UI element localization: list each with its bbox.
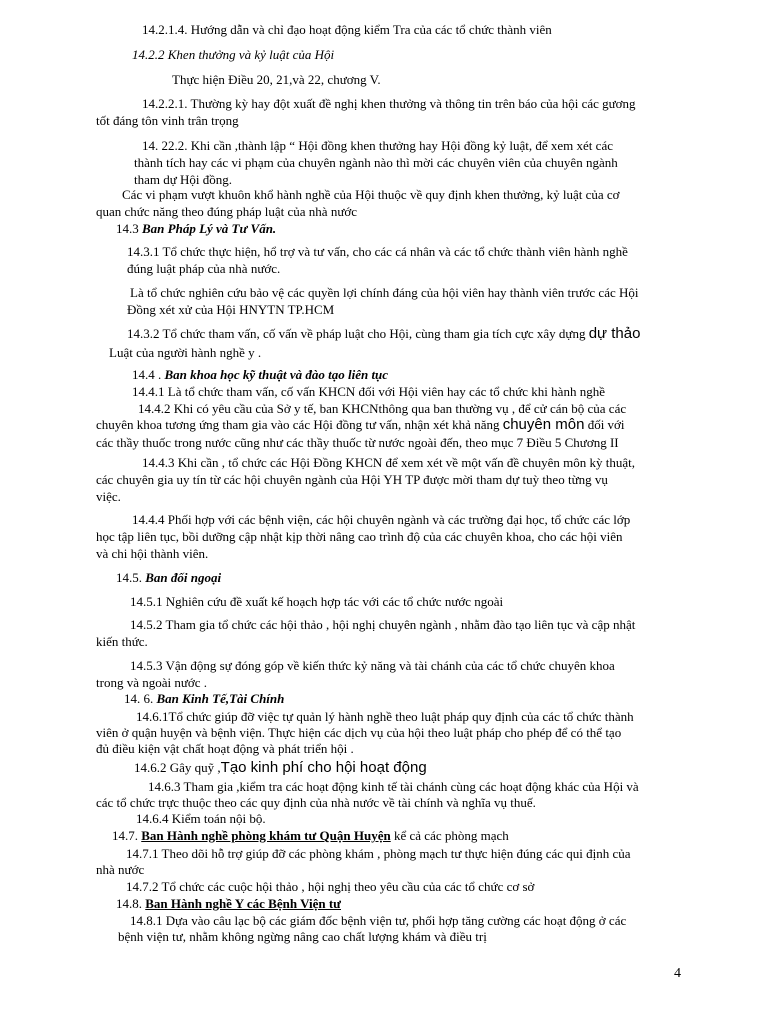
text-line: 14. 22.2. Khi cần ,thành lập “ Hội đồng khen thưởng hay Hội đồng kỷ luật, để xem xét các (142, 138, 613, 153)
section-number: 14.3 (116, 221, 142, 236)
text-line: Luật của người hành nghề y . (109, 345, 262, 360)
text-line: các thầy thuốc trong nước cũng như các thầy thuốc từ nước ngoài đến, theo mục 7 Điều 5 Chương II (96, 435, 619, 450)
text-line: các tổ chức trực thuộc theo các quy định của nhà nước về tài chính và nghĩa vụ thuế. (96, 795, 536, 810)
text-line: 14.8.1 Dựa vào câu lạc bộ các giám đốc bệnh viện tư, phối hợp tăng cường các hoạt động ở các (130, 913, 627, 928)
text-line: các chuyên gia uy tín từ các hội chuyên ngành của Hội YH TP được mời tham dự tuỳ theo từng vụ (96, 472, 608, 487)
text-line: Đồng xét xử của Hội HNYTN TP.HCM (127, 302, 335, 317)
text-line: và chi hội thành viên. (96, 546, 209, 561)
text-segment: kể cả các phòng mạch (390, 828, 509, 843)
text-line (96, 417, 625, 433)
text-line: 14.7.2 Tổ chức các cuộc hội thảo , hội nghị theo yêu cầu của các tổ chức cơ sở (126, 879, 535, 894)
text-line: bệnh viện tư, nhằm không ngừng nâng cao chất lượng khám và điều trị (118, 929, 487, 944)
section-number: 14.7. (112, 828, 142, 843)
text-segment: đối với (584, 417, 625, 432)
text-line: 14.4.2 Khi có yêu cầu của Sở y tế, ban KHCNthông qua ban thường vụ , để cử cán bộ của các (138, 401, 627, 416)
text-line: học tập liên tục, bồi dưỡng cập nhật kịp thời nâng cao trình độ của các chuyên khoa, cho các hội viên (96, 529, 623, 544)
text-line: đúng luật pháp của nhà nước. (127, 261, 281, 276)
text-line: 14.5.3 Vận động sự đóng góp về kiến thức kỷ năng và tài chánh của các tổ chức chuyên khoa (130, 658, 615, 673)
text-line: 14.4.4 Phối hợp với các bệnh viện, các hội chuyên ngành và các trường đại học, tổ chức các lớp (132, 512, 631, 527)
text-line: kiến thức. (96, 634, 148, 649)
text-line: tham dự Hội đồng. (134, 172, 233, 187)
text-line (127, 326, 640, 342)
section-number: 14. 6. (124, 691, 157, 706)
text-line: Là tổ chức nghiên cứu bảo vệ các quyền lợi chính đáng của hội viên hay thành viên trước các Hội (130, 285, 639, 300)
text-line: tốt đáng tôn vinh trân trọng (96, 113, 239, 128)
section-heading (132, 367, 388, 383)
text-line: nhà nước (96, 862, 145, 877)
text-line: Thực hiện Điều 20, 21,và 22, chương V. (172, 72, 381, 87)
text-line: 14.6.1Tổ chức giúp đỡ việc tự quản lý hành nghề theo luật pháp quy định của các tổ chức thành (136, 709, 634, 724)
text-line: thành tích hay các vi phạm của chuyên ngành nào thì mời các chuyên viên của chuyên ngành (134, 155, 618, 170)
text-segment-large: dự thảo (588, 325, 641, 342)
text-line: 14.6.3 Tham gia ,kiểm tra các hoạt động kinh tế tài chánh cùng các hoạt động khác của Hội và (148, 779, 639, 794)
text-line: viên ở quận huyện và bệnh viện. Thực hiện các dịch vụ của hội theo luật pháp cho phép để có thể tạo (96, 725, 622, 740)
section-number: 14.4 . (132, 367, 165, 382)
text-segment: 14.6.2 Gây quỹ , (134, 760, 221, 775)
section-heading (116, 221, 276, 237)
text-line: quan chức năng theo đúng pháp luật của nhà nước (96, 204, 358, 219)
section-number: 14.8. (116, 896, 146, 911)
text-line: 14.2.2.1. Thường kỳ hay đột xuất đề nghị khen thưởng và thông tin trên báo của hội các gương (142, 96, 636, 111)
section-number: 14.5. (116, 570, 146, 585)
section-title: Ban Pháp Lý và Tư Vấn. (142, 221, 277, 236)
text-segment: 14.3.2 Tổ chức tham vấn, cố vấn về pháp luật cho Hội, cùng tham gia tích cực xây dựng (127, 326, 589, 341)
section-heading (124, 691, 284, 707)
text-line: 14.4.1 Là tổ chức tham vấn, cố vấn KHCN đối với Hội viên hay các tổ chức khi hành nghề (132, 384, 605, 399)
section-title: Ban Hành nghề phòng khám tư Quận Huyện (141, 828, 391, 843)
text-segment-large: chuyên môn (502, 416, 585, 433)
text-line: việc. (96, 489, 121, 504)
section-heading (112, 828, 509, 844)
text-line: 14.4.3 Khi cần , tổ chức các Hội Đồng KHCN để xem xét về một vấn đề chuyên môn kỳ thuật, (142, 455, 635, 470)
section-heading: 14.2.2 Khen thưởng và kỷ luật của Hội (132, 47, 335, 62)
text-line: trong và ngoài nước . (96, 675, 208, 690)
section-title: Ban đối ngoại (145, 570, 222, 585)
page-number: 4 (674, 966, 681, 981)
text-line: đủ điều kiện vật chất hoạt động và phát triển hội . (96, 741, 354, 756)
text-line: 14.5.2 Tham gia tổ chức các hội thảo , hội nghị chuyên ngành , nhằm đào tạo liên tục và cập nhật (130, 617, 636, 632)
text-line: 14.6.4 Kiểm toán nội bộ. (136, 811, 266, 826)
section-heading (116, 570, 221, 586)
text-line: 14.7.1 Theo dõi hỗ trợ giúp đỡ các phòng khám , phòng mạch tư thực hiện đúng các qui định của (126, 846, 631, 861)
text-line (134, 760, 427, 776)
section-title: Ban khoa học kỹ thuật và đào tạo liên tục (164, 367, 389, 382)
text-line: 14.3.1 Tổ chức thực hiện, hổ trợ và tư vấn, cho các cá nhân và các tổ chức thành viên hành nghề (127, 244, 628, 259)
text-segment: chuyên khoa tương ứng tham gia vào các Hội đồng tư vấn, nhận xét khả năng (96, 417, 503, 432)
section-title: Ban Hành nghề Y các Bệnh Viện tư (145, 896, 341, 911)
section-heading (116, 896, 341, 912)
section-title: Ban Kinh Tế,Tài Chính (156, 691, 285, 706)
text-segment-large: Tạo kinh phí cho hội hoạt động (220, 759, 427, 776)
text-line: 14.5.1 Nghiên cứu đề xuất kế hoạch hợp tác với các tổ chức nước ngoài (130, 594, 504, 609)
text-line: Các vi phạm vượt khuôn khổ hành nghề của Hội thuộc về quy định khen thưởng, kỷ luật của cơ (122, 187, 620, 202)
text-line: 14.2.1.4. Hướng dẫn và chỉ đạo hoạt động kiểm Tra của các tổ chức thành viên (142, 22, 552, 37)
